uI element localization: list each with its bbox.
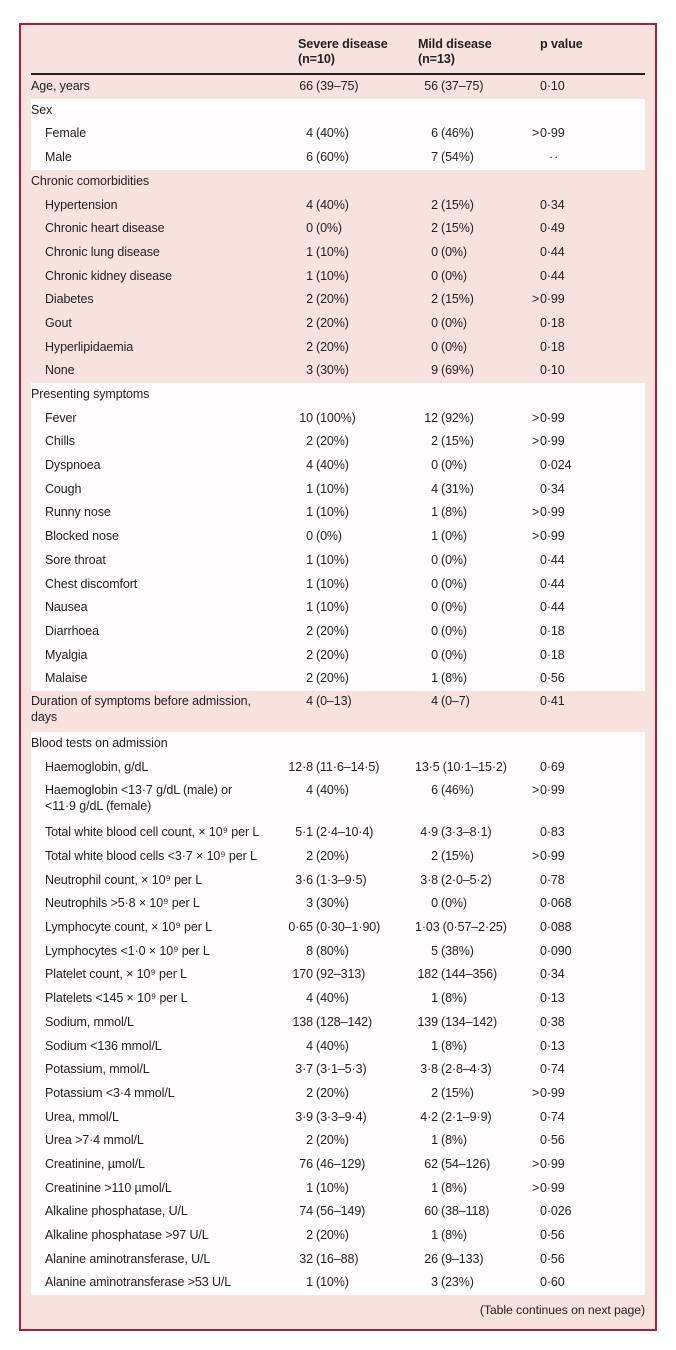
mild-value: 0 (0%) — [431, 268, 467, 283]
mild-value: 0 (0%) — [431, 623, 467, 638]
row-label: Creatinine, µmol/L — [45, 1156, 145, 1171]
col-header-pvalue — [540, 37, 645, 73]
p-value: >0·99 — [532, 849, 565, 864]
severe-value: 4 (40%) — [306, 126, 349, 141]
table-row — [31, 620, 645, 644]
p-value: 0·18 — [540, 623, 565, 638]
table-row — [31, 1129, 645, 1153]
mild-value: 12 (92%) — [424, 410, 474, 425]
severe-value: 12·8 (11·6–14·5) — [288, 760, 380, 775]
p-value: ·· — [549, 150, 560, 165]
p-value: 0·10 — [540, 79, 565, 94]
row-label: Lymphocyte count, × 10⁹ per L — [45, 920, 213, 935]
table-row — [31, 241, 645, 265]
severe-value: 4 (40%) — [306, 1038, 349, 1053]
row-label: Haemoglobin, g/dL — [45, 760, 149, 775]
p-value: >0·99 — [532, 783, 565, 798]
row-label: Female — [45, 126, 87, 141]
row-label: Alkaline phosphatase, U/L — [45, 1204, 188, 1219]
severe-value: 1 (10%) — [306, 552, 349, 567]
row-label: Hypertension — [45, 197, 118, 212]
table-row — [31, 1153, 645, 1177]
table-row — [31, 869, 645, 893]
table-row — [31, 1011, 645, 1035]
col-header-mild-line2: (n=13) — [418, 52, 455, 66]
severe-value: 3 (30%) — [306, 896, 349, 911]
row-label: Total white blood cells <3·7 × 10⁹ per L — [45, 849, 257, 864]
severe-value: 66 (39–75) — [299, 79, 359, 94]
row-label: Blocked nose — [45, 529, 119, 544]
mild-value: 1 (8%) — [431, 1133, 467, 1148]
row-label: Alkaline phosphatase >97 U/L — [45, 1228, 209, 1243]
mild-value: 182 (144–356) — [417, 967, 498, 982]
row-label: Duration of symptoms before admission, days — [31, 694, 251, 724]
mild-value: 5 (38%) — [431, 943, 474, 958]
mild-value: 1·03 (0·57–2·25) — [415, 920, 507, 935]
table-row — [31, 596, 645, 620]
mild-value: 7 (54%) — [431, 150, 474, 165]
severe-value: 74 (56–149) — [299, 1204, 366, 1219]
mild-value: 2 (15%) — [431, 849, 474, 864]
severe-value: 1 (10%) — [306, 481, 349, 496]
table-row — [31, 407, 645, 431]
mild-value: 0 (0%) — [431, 896, 467, 911]
row-label: Alanine aminotransferase >53 U/L — [45, 1275, 232, 1290]
table-row — [31, 892, 645, 916]
p-value: 0·74 — [540, 1062, 565, 1077]
table-row — [31, 1248, 645, 1272]
mild-value: 1 (8%) — [431, 505, 467, 520]
p-value: 0·090 — [540, 943, 572, 958]
severe-value: 2 (20%) — [306, 623, 349, 638]
p-value: 0·60 — [540, 1275, 565, 1290]
mild-value: 1 (8%) — [431, 1038, 467, 1053]
row-label: Sore throat — [45, 552, 106, 567]
severe-value: 1 (10%) — [306, 505, 349, 520]
p-value: 0·18 — [540, 647, 565, 662]
p-value: 0·18 — [540, 339, 565, 354]
mild-value: 4 (31%) — [431, 481, 474, 496]
row-label: Chills — [45, 434, 75, 449]
mild-value: 13·5 (10·1–15·2) — [415, 760, 507, 775]
severe-value: 6 (60%) — [306, 150, 349, 165]
p-value: 0·34 — [540, 197, 565, 212]
col-header-severe-line2: (n=10) — [298, 52, 335, 66]
row-label: Nausea — [45, 600, 88, 615]
table-row — [31, 691, 645, 733]
severe-value: 76 (46–129) — [299, 1156, 366, 1171]
mild-value: 26 (9–133) — [424, 1251, 484, 1266]
p-value: 0·56 — [540, 671, 565, 686]
table-row — [31, 217, 645, 241]
row-label: Urea >7·4 mmol/L — [45, 1133, 144, 1148]
row-label: Myalgia — [45, 647, 88, 662]
mild-value: 1 (8%) — [431, 671, 467, 686]
severe-value: 2 (20%) — [306, 315, 349, 330]
table-row — [31, 525, 645, 549]
p-value: 0·18 — [540, 315, 565, 330]
row-label: Chronic heart disease — [45, 221, 165, 236]
p-value: 0·69 — [540, 760, 565, 775]
row-label: Creatinine >110 µmol/L — [45, 1180, 172, 1195]
severe-value: 8 (80%) — [306, 943, 349, 958]
severe-value: 4 (0–13) — [306, 694, 352, 709]
table-row — [31, 99, 645, 123]
table-row — [31, 667, 645, 691]
mild-value: 1 (8%) — [431, 991, 467, 1006]
table-row — [31, 1177, 645, 1201]
severe-value: 2 (20%) — [306, 1133, 349, 1148]
corner-cell — [31, 37, 288, 73]
mild-value: 4 (0–7) — [431, 694, 470, 709]
row-label: Blood tests on admission — [31, 736, 168, 751]
p-value: 0·024 — [540, 458, 572, 473]
table-row — [31, 940, 645, 964]
severe-value: 32 (16–88) — [299, 1251, 359, 1266]
row-label: Dyspnoea — [45, 458, 101, 473]
mild-value: 2 (15%) — [431, 434, 474, 449]
row-label: Presenting symptoms — [31, 387, 150, 402]
mild-value: 0 (0%) — [431, 315, 467, 330]
table-row — [31, 572, 645, 596]
row-label: Diarrhoea — [45, 623, 99, 638]
mild-value: 0 (0%) — [431, 576, 467, 591]
p-value: 0·44 — [540, 244, 565, 259]
mild-value: 62 (54–126) — [424, 1156, 491, 1171]
table-row — [31, 146, 645, 170]
severe-value: 0·65 (0·30–1·90) — [288, 920, 381, 935]
p-value: 0·088 — [540, 920, 572, 935]
p-value: 0·78 — [540, 872, 565, 887]
table-row — [31, 549, 645, 573]
severe-value: 4 (40%) — [306, 783, 349, 798]
p-value: 0·13 — [540, 991, 565, 1006]
mild-value: 6 (46%) — [431, 126, 474, 141]
row-label: Male — [45, 150, 72, 165]
row-label: Alanine aminotransferase, U/L — [45, 1251, 211, 1266]
row-label: Neutrophil count, × 10⁹ per L — [45, 872, 203, 887]
row-label: Hyperlipidaemia — [45, 339, 134, 354]
mild-value: 2 (15%) — [431, 292, 474, 307]
row-label: Platelets <145 × 10⁹ per L — [45, 991, 188, 1006]
p-value: >0·99 — [532, 529, 565, 544]
severe-value: 2 (20%) — [306, 671, 349, 686]
mild-value: 2 (15%) — [431, 221, 474, 236]
severe-value: 4 (40%) — [306, 197, 349, 212]
p-value: 0·44 — [540, 576, 565, 591]
row-label: Neutrophils >5·8 × 10⁹ per L — [45, 896, 200, 911]
row-label: Gout — [45, 315, 72, 330]
mild-value: 1 (8%) — [431, 1228, 467, 1243]
col-header-severe — [288, 37, 415, 73]
mild-value: 56 (37–75) — [424, 79, 484, 94]
table-row — [31, 501, 645, 525]
table-row — [31, 644, 645, 668]
severe-value: 1 (10%) — [306, 1275, 349, 1290]
severe-value: 2 (20%) — [306, 647, 349, 662]
table-row — [31, 193, 645, 217]
mild-value: 1 (8%) — [431, 1180, 467, 1195]
severe-value: 1 (10%) — [306, 576, 349, 591]
table-row — [31, 1034, 645, 1058]
severe-value: 2 (20%) — [306, 1085, 349, 1100]
row-label: Total white blood cell count, × 10⁹ per L — [45, 825, 260, 840]
table-row — [31, 1271, 645, 1295]
p-value: 0·56 — [540, 1228, 565, 1243]
severe-value: 5·1 (2·4–10·4) — [295, 825, 374, 840]
mild-value: 1 (0%) — [431, 529, 467, 544]
table-row — [31, 1082, 645, 1106]
p-value: 0·49 — [540, 221, 565, 236]
table-row — [31, 312, 645, 336]
mild-value: 3·8 (2·8–4·3) — [420, 1062, 492, 1077]
row-label: None — [45, 363, 75, 378]
severe-value: 170 (92–313) — [292, 967, 366, 982]
mild-value: 4·9 (3·3–8·1) — [420, 825, 492, 840]
severe-value: 3·7 (3·1–5·3) — [295, 1062, 367, 1077]
mild-value: 0 (0%) — [431, 339, 467, 354]
p-value: 0·41 — [540, 694, 565, 709]
p-value: 0·44 — [540, 552, 565, 567]
mild-value: 2 (15%) — [431, 197, 474, 212]
table-row — [31, 821, 645, 845]
mild-value: 139 (134–142) — [417, 1014, 498, 1029]
table-row — [31, 170, 645, 194]
table-row — [31, 383, 645, 407]
table-row — [31, 288, 645, 312]
table-row — [31, 122, 645, 146]
severe-value: 1 (10%) — [306, 268, 349, 283]
severe-value: 1 (10%) — [306, 600, 349, 615]
p-value: 0·068 — [540, 896, 572, 911]
severe-value: 138 (128–142) — [292, 1014, 373, 1029]
table-panel — [19, 23, 657, 1331]
p-value: 0·38 — [540, 1014, 565, 1029]
severe-value: 2 (20%) — [306, 292, 349, 307]
row-label: Sodium, mmol/L — [45, 1014, 134, 1029]
table-row — [31, 1224, 645, 1248]
mild-value: 2 (15%) — [431, 1085, 474, 1100]
mild-value: 60 (38–118) — [424, 1204, 490, 1219]
p-value: 0·56 — [540, 1251, 565, 1266]
severe-value: 3·9 (3·3–9·4) — [295, 1109, 367, 1124]
severe-value: 1 (10%) — [306, 244, 349, 259]
table-row — [31, 756, 645, 780]
table-continues-note: (Table continues on next page) — [479, 1303, 645, 1317]
p-value: >0·99 — [532, 434, 565, 449]
table-rows — [21, 75, 655, 1295]
mild-value: 9 (69%) — [431, 363, 474, 378]
severe-value: 0 (0%) — [306, 221, 342, 236]
table-row — [31, 454, 645, 478]
row-label: Malaise — [45, 671, 88, 686]
table-row — [31, 1058, 645, 1082]
mild-value: 4·2 (2·1–9·9) — [420, 1109, 492, 1124]
severe-value: 4 (40%) — [306, 991, 349, 1006]
p-value: >0·99 — [532, 1085, 565, 1100]
table-row — [31, 265, 645, 289]
row-label: Diabetes — [45, 292, 94, 307]
table-row — [31, 1200, 645, 1224]
p-value: 0·34 — [540, 481, 565, 496]
severe-value: 2 (20%) — [306, 849, 349, 864]
table-row — [31, 75, 645, 99]
table-row — [31, 732, 645, 756]
severe-value: 2 (20%) — [306, 339, 349, 354]
p-value: 0·74 — [540, 1109, 565, 1124]
p-value: >0·99 — [532, 126, 565, 141]
severe-value: 2 (20%) — [306, 1228, 349, 1243]
p-value: 0·44 — [540, 600, 565, 615]
row-label: Chronic kidney disease — [45, 268, 173, 283]
mild-value: 0 (0%) — [431, 552, 467, 567]
p-value: 0·83 — [540, 825, 565, 840]
col-header-mild — [415, 37, 540, 73]
mild-value: 0 (0%) — [431, 458, 467, 473]
row-label: Platelet count, × 10⁹ per L — [45, 967, 187, 982]
p-value: >0·99 — [532, 1180, 565, 1195]
row-label: Sodium <136 mmol/L — [45, 1038, 162, 1053]
col-header-severe-line1: Severe disease — [298, 37, 388, 51]
severe-value: 4 (40%) — [306, 458, 349, 473]
row-label: Sex — [31, 102, 53, 117]
p-value: 0·13 — [540, 1038, 565, 1053]
table-row — [31, 916, 645, 940]
table-row — [31, 845, 645, 869]
mild-value: 0 (0%) — [431, 244, 467, 259]
table-row — [31, 780, 645, 822]
mild-value: 0 (0%) — [431, 647, 467, 662]
mild-value: 3·8 (2·0–5·2) — [420, 872, 492, 887]
mild-value: 6 (46%) — [431, 783, 474, 798]
row-label: Chronic lung disease — [45, 244, 160, 259]
table-row — [31, 478, 645, 502]
severe-value: 2 (20%) — [306, 434, 349, 449]
col-header-mild-line1: Mild disease — [418, 37, 492, 51]
table-header — [31, 25, 645, 73]
row-label: Urea, mmol/L — [45, 1109, 119, 1124]
p-value: 0·026 — [540, 1204, 572, 1219]
p-value: 0·44 — [540, 268, 565, 283]
row-label: Cough — [45, 481, 82, 496]
p-value: >0·99 — [532, 410, 565, 425]
p-value: 0·56 — [540, 1133, 565, 1148]
row-label: Chest discomfort — [45, 576, 138, 591]
row-label: Chronic comorbidities — [31, 173, 150, 188]
p-value: 0·10 — [540, 363, 565, 378]
row-label: Age, years — [31, 79, 90, 94]
severe-value: 3 (30%) — [306, 363, 349, 378]
p-value: >0·99 — [532, 1156, 565, 1171]
severe-value: 3·6 (1·3–9·5) — [295, 872, 367, 887]
row-label: Lymphocytes <1·0 × 10⁹ per L — [45, 943, 210, 958]
mild-value: 0 (0%) — [431, 600, 467, 615]
table-row — [31, 430, 645, 454]
row-label: Potassium <3·4 mmol/L — [45, 1085, 175, 1100]
row-label: Haemoglobin <13·7 g/dL (male) or <11·9 g/dL (female) — [45, 783, 233, 813]
row-label: Runny nose — [45, 505, 111, 520]
mild-value: 3 (23%) — [431, 1275, 474, 1290]
table-row — [31, 336, 645, 360]
row-label: Potassium, mmol/L — [45, 1062, 150, 1077]
severe-value: 0 (0%) — [306, 529, 342, 544]
table-row — [31, 1106, 645, 1130]
severe-value: 1 (10%) — [306, 1180, 349, 1195]
row-label: Fever — [45, 410, 77, 425]
table-row — [31, 359, 645, 383]
p-value: 0·34 — [540, 967, 565, 982]
p-value: >0·99 — [532, 292, 565, 307]
table-row — [31, 963, 645, 987]
severe-value: 10 (100%) — [299, 410, 356, 425]
p-value: >0·99 — [532, 505, 565, 520]
table-row — [31, 987, 645, 1011]
col-header-pvalue-line1: p value — [540, 37, 583, 51]
